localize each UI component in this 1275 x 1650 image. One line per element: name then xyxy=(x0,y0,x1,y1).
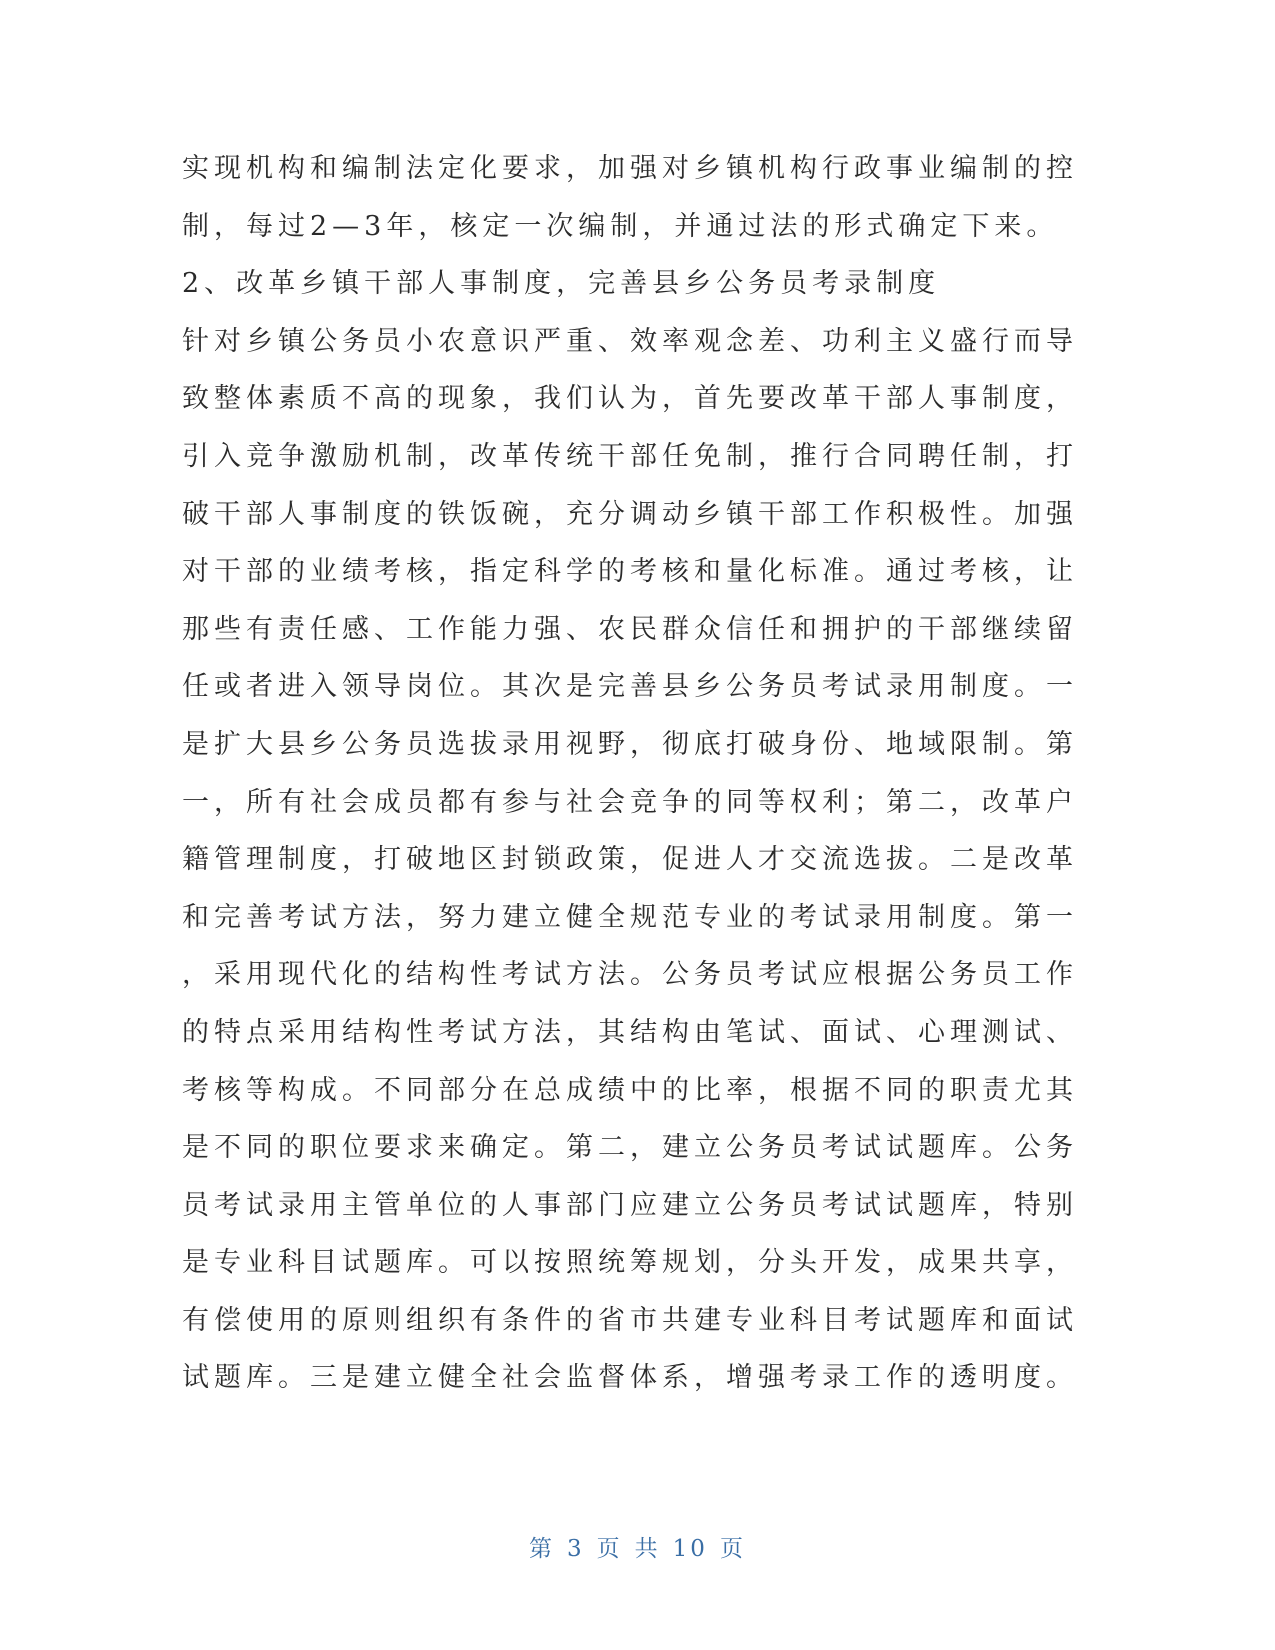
text-line: 有偿使用的原则组织有条件的省市共建专业科目考试题库和面试 xyxy=(182,1304,1078,1336)
text-line: 实现机构和编制法定化要求，加强对乡镇机构行政事业编制的控 xyxy=(182,153,1078,184)
text-line: 和完善考试方法，努力建立健全规范专业的考试录用制度。第一 xyxy=(182,901,1078,933)
text-line: 籍管理制度，打破地区封锁政策，促进人才交流选拔。二是改革 xyxy=(182,844,1078,876)
text-line: ，采用现代化的结构性考试方法。公务员考试应根据公务员工作 xyxy=(182,959,1078,991)
text-line: 针对乡镇公务员小农意识严重、效率观念差、功利主义盛行而导 xyxy=(182,325,1078,357)
footer-suffix: 页 xyxy=(719,1536,746,1562)
body-text xyxy=(182,140,1078,1407)
text-line: 任或者进入领导岗位。其次是完善县乡公务员考试录用制度。一 xyxy=(182,671,1078,703)
text-line: 一，所有社会成员都有参与社会竞争的同等权利；第二，改革户 xyxy=(182,786,1078,818)
text-line: 是专业科目试题库。可以按照统筹规划，分头开发，成果共享， xyxy=(182,1247,1078,1279)
text-line: 那些有责任感、工作能力强、农民群众信任和拥护的干部继续留 xyxy=(182,613,1078,645)
text-line: 是扩大县乡公务员选拔录用视野，彻底打破身份、地域限制。第 xyxy=(182,728,1078,760)
text-line: 破干部人事制度的铁饭碗，充分调动乡镇干部工作积极性。加强 xyxy=(182,498,1078,530)
footer-prefix: 第 xyxy=(529,1536,556,1562)
section-heading: 2、改革乡镇干部人事制度，完善县乡公务员考录制度 xyxy=(182,268,941,300)
text-line: 是不同的职位要求来确定。第二，建立公务员考试试题库。公务 xyxy=(182,1132,1078,1164)
text-line: 试题库。三是建立健全社会监督体系，增强考录工作的透明度。 xyxy=(182,1362,1078,1394)
text-line: 制，每过2—3年，核定一次编制，并通过法的形式确定下来。 xyxy=(182,210,1059,242)
text-line: 考核等构成。不同部分在总成绩中的比率，根据不同的职责尤其 xyxy=(182,1074,1078,1106)
footer-page-word: 页 xyxy=(596,1536,623,1562)
footer-total-word: 共 xyxy=(634,1536,661,1562)
text-line: 的特点采用结构性考试方法，其结构由笔试、面试、心理测试、 xyxy=(182,1016,1078,1048)
text-line: 引入竞争激励机制，改革传统干部任免制，推行合同聘任制，打 xyxy=(182,440,1078,472)
total-pages-number: 10 xyxy=(672,1536,708,1562)
text-line: 员考试录用主管单位的人事部门应建立公务员考试试题库，特别 xyxy=(182,1189,1078,1221)
page-number-footer xyxy=(0,1530,1275,1563)
text-line: 对干部的业绩考核，指定科学的考核和量化标准。通过考核，让 xyxy=(182,556,1078,588)
current-page-number: 3 xyxy=(567,1536,585,1562)
text-line: 致整体素质不高的现象，我们认为，首先要改革干部人事制度， xyxy=(182,383,1078,415)
